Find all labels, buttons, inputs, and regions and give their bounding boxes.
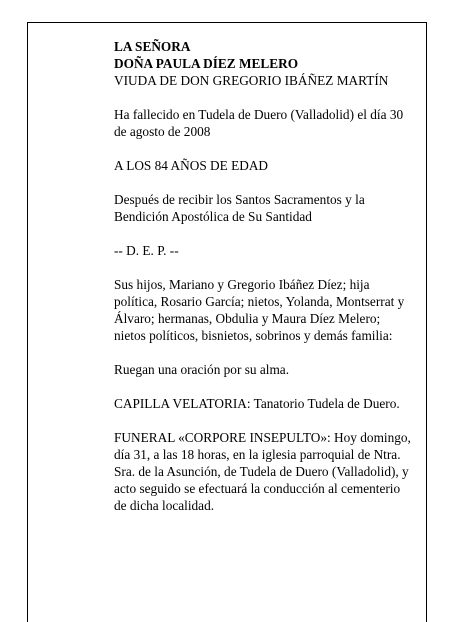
text-line: Ha fallecido en Tudela de Duero (Valladolid) el día 30 <box>114 107 404 122</box>
text-line: Ruegan una oración por su alma. <box>114 362 290 377</box>
text-line: día 31, a las 18 horas, en la iglesia parroquial de Ntra. <box>114 447 401 462</box>
text-line: nietos políticos, bisnietos, sobrinos y demás familia: <box>114 328 393 343</box>
text-line: de agosto de 2008 <box>114 124 211 139</box>
age-line <box>114 157 424 174</box>
obituary-notice <box>114 38 424 531</box>
text-line: Sra. de la Asunción, de Tudela de Duero (Valladolid), y <box>114 464 409 479</box>
text-line: Después de recibir los Santos Sacramentos y la <box>114 192 365 207</box>
text-line: A LOS 84 AÑOS DE EDAD <box>114 158 269 173</box>
deceased-name: DOÑA PAULA DÍEZ MELERO <box>114 56 299 71</box>
text-line: política, Rosario García; nietos, Yolanda, Montserrat y <box>114 294 405 309</box>
widow-of-line: VIUDA DE DON GREGORIO IBÁÑEZ MARTÍN <box>114 73 389 88</box>
prayer-request <box>114 361 424 378</box>
text-line: Álvaro; hermanas, Obdulia y Maura Díez Melero; <box>114 311 381 326</box>
text-line: CAPILLA VELATORIA: Tanatorio Tudela de Duero. <box>114 396 400 411</box>
text-line: FUNERAL «CORPORE INSEPULTO»: Hoy domingo, <box>114 430 411 445</box>
death-announcement <box>114 106 424 140</box>
funeral-info <box>114 429 424 514</box>
text-line: de dicha localidad. <box>114 498 215 513</box>
notice-header <box>114 38 424 89</box>
text-line: Bendición Apostólica de Su Santidad <box>114 209 312 224</box>
text-line: Sus hijos, Mariano y Gregorio Ibáñez Díez; hija <box>114 277 370 292</box>
header-title: LA SEÑORA <box>114 39 191 54</box>
text-line: -- D. E. P. -- <box>114 243 179 258</box>
text-line: acto seguido se efectuará la conducción al cementerio <box>114 481 401 496</box>
rip-line <box>114 242 424 259</box>
family-paragraph <box>114 276 424 344</box>
sacraments-paragraph <box>114 191 424 225</box>
chapel-info <box>114 395 424 412</box>
